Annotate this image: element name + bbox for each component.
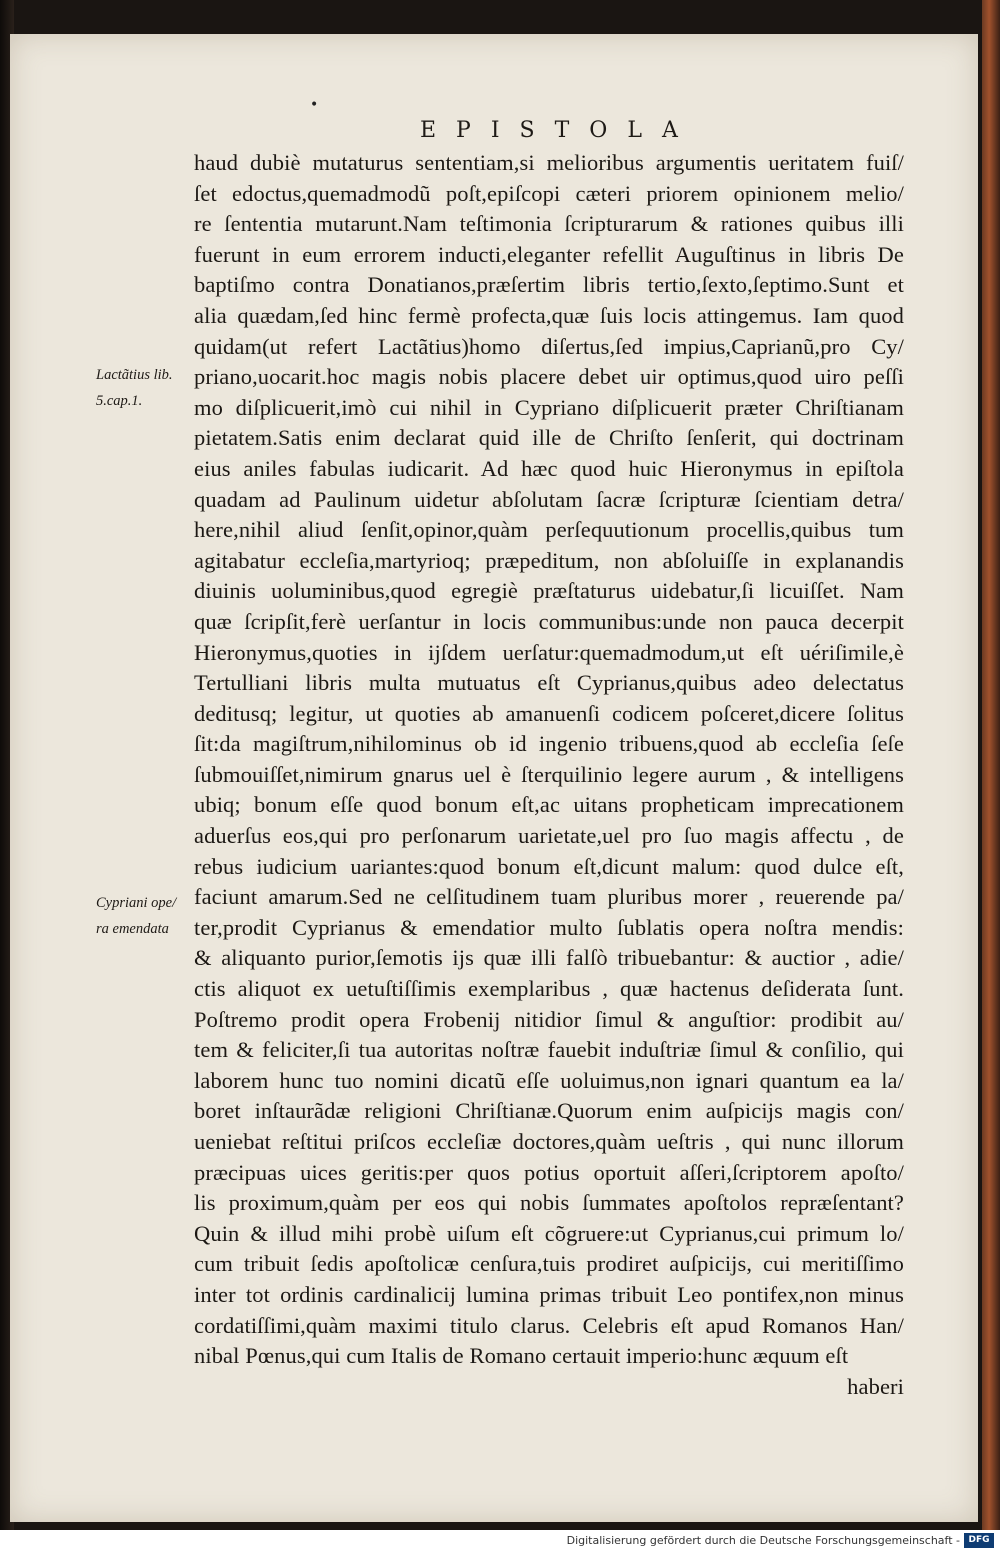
text-line: quæ ſcripſit,ferè uerſantur in locis communibus:unde non pauca decerpit: [194, 608, 904, 634]
running-head: EPISTOLA: [420, 118, 698, 143]
text-line: priano,uocarit.hoc magis nobis placere debet uir optimus,quod uiro peſſi: [194, 364, 904, 390]
footer-credit: Digitalisierung gefördert durch die Deutsche Forschungsgemeinschaft -: [566, 1534, 960, 1547]
dfg-logo: DFG: [964, 1533, 994, 1548]
text-line: pietatem.Satis enim declarat quid ille de Chriſto ſenſerit, qui doctrinam: [194, 425, 904, 451]
text-line: & aliquanto purior,ſemotis ijs quæ illi falſò tribuebantur: & auctior , adie/: [194, 945, 904, 971]
text-line: diuinis uoluminibus,quod egregiè præſtaturus uidebatur,ſi licuiſſet. Nam: [194, 578, 904, 604]
text-line: ſubmouiſſet,nimirum gnarus uel è ſterquilinio legere aurum , & intelligens: [194, 761, 904, 787]
text-line: Quin & illud mihi probè uiſum eſt cõgruere:ut Cyprianus,cui primum lo/: [194, 1220, 904, 1246]
text-line: rebus iudicium uariantes:quod bonum eſt,dicunt malum: quod dulce eſt,: [194, 853, 904, 879]
marginal-note-lactantius: [96, 362, 196, 414]
text-line: inter tot ordinis cardinalicij lumina primas tribuit Leo pontifex,non minus: [194, 1281, 904, 1307]
catchword: haberi: [847, 1373, 904, 1399]
marginal-line: 5.cap.1.: [96, 393, 143, 409]
body-text: [194, 148, 904, 1402]
text-line: fuerunt in eum errorem inducti,eleganter refellit Auguſtinus in libris De: [194, 241, 904, 267]
marginal-line: Cypriani ope/: [96, 895, 177, 911]
text-line: baptiſmo contra Donatianos,præſertim libris tertio,ſexto,ſeptimo.Sunt et: [194, 272, 904, 298]
text-line: cordatiſſimi,quàm maximi titulo clarus. Celebris eſt apud Romanos Han/: [194, 1312, 904, 1338]
text-line: Hieronymus,quoties in ijſdem uerſatur:quemadmodum,ut eſt uériſimile,è: [194, 639, 904, 665]
text-line: here,nihil aliud ſenſit,opinor,quàm perſequutionum procellis,quibus tum: [194, 517, 904, 543]
text-line: quidam(ut refert Lactãtius)homo diſertus,ſed impius,Caprianũ,pro Cy/: [194, 333, 904, 359]
text-line: nibal Pœnus,qui cum Italis de Romano certauit imperio:hunc æquum eſt: [194, 1343, 849, 1369]
text-line: faciunt amarum.Sed ne celſitudinem tuam pluribus morer , reuerende pa/: [194, 884, 904, 910]
text-line: laborem hunc tuo nomini dicatũ eſſe uoluimus,non ignari quantum ea la/: [194, 1067, 904, 1093]
footer-bar: [0, 1530, 1000, 1551]
text-line: ueniebat reſtitui priſcos eccleſiæ doctores,quàm ueſtris , qui nunc illorum: [194, 1129, 904, 1154]
text-line: ter,prodit Cyprianus & emendatior multo ſublatis opera noſtra mendis:: [194, 914, 904, 940]
text-line: haud dubiè mutaturus sententiam,si melioribus argumentis ueritatem fuiſ/: [194, 150, 904, 175]
text-line: agitabatur eccleſia,martyrioq; præpeditum, non abſoluiſſe in explanandis: [194, 547, 904, 573]
text-line: mo diſplicuerit,imò cui nihil in Cypriano diſplicuerit præter Chriſtianam: [194, 394, 904, 420]
text-line: ctis aliquot ex uetuſtiſſimis exemplaribus , quæ hactenus deſiderata ſunt.: [194, 976, 904, 1002]
text-line: tem & feliciter,ſi tua autoritas noſtræ fauebit induſtriæ ſimul & conſilio, qui: [194, 1037, 904, 1063]
page-mark: •: [310, 97, 319, 113]
marginal-note-opera: [96, 890, 196, 942]
text-line: re ſententia mutarunt.Nam teſtimonia ſcripturarum & rationes quibus illi: [194, 211, 904, 237]
marginal-line: ra emendata: [96, 921, 169, 937]
text-line: boret inſtaurãdæ religioni Chriſtianæ.Quorum enim auſpicijs magis con/: [194, 1098, 904, 1124]
text-line: præcipuas uices geritis:per quos potius oportuit aſſeri,ſcriptorem apoſto/: [194, 1159, 904, 1185]
text-line: quadam ad Paulinum uidetur abſolutam ſacræ ſcripturæ ſcientiam detra/: [194, 486, 904, 512]
text-line: deditusq; legitur, ut quoties ab amanuenſi codicem poſceret,dicere ſolitus: [194, 700, 904, 726]
text-line: cum tribuit ſedis apoſtolicæ cenſura,tuis prodiret auſpicijs, cui meritiſſimo: [194, 1251, 904, 1277]
text-line: eius aniles fabulas iudicarit. Ad hæc quod huic Hieronymus in epiſtola: [194, 455, 904, 481]
text-line: ubiq; bonum eſſe quod bonum eſt,ac uitans propheticam imprecationem: [194, 792, 904, 818]
text-line: Tertulliani libris multa mutuatus eſt Cyprianus,quibus adeo delectatus: [194, 670, 904, 696]
text-line: ſet edoctus,quemadmodũ poſt,epiſcopi cæteri priorem opinionem melio/: [194, 180, 904, 206]
text-line: alia quædam,ſed hinc fermè profecta,quæ ſuis locis attingemus. Iam quod: [194, 302, 904, 328]
book-edge-right: [982, 0, 1000, 1530]
text-line: ſit:da magiſtrum,nihilominus ob id ingenio tribuens,quod ab eccleſia ſeſe: [194, 731, 904, 757]
text-line: aduerſus eos,qui pro perſonarum uarietate,uel pro ſuo magis affectu , de: [194, 823, 904, 849]
text-line: Poſtremo prodit opera Frobenij nitidior ſimul & anguſtior: prodibit au/: [194, 1006, 904, 1032]
marginal-line: Lactãtius lib.: [96, 367, 173, 383]
text-line: lis proximum,quàm per eos qui nobis ſummates apoſtolos repræſentant?: [194, 1190, 904, 1216]
